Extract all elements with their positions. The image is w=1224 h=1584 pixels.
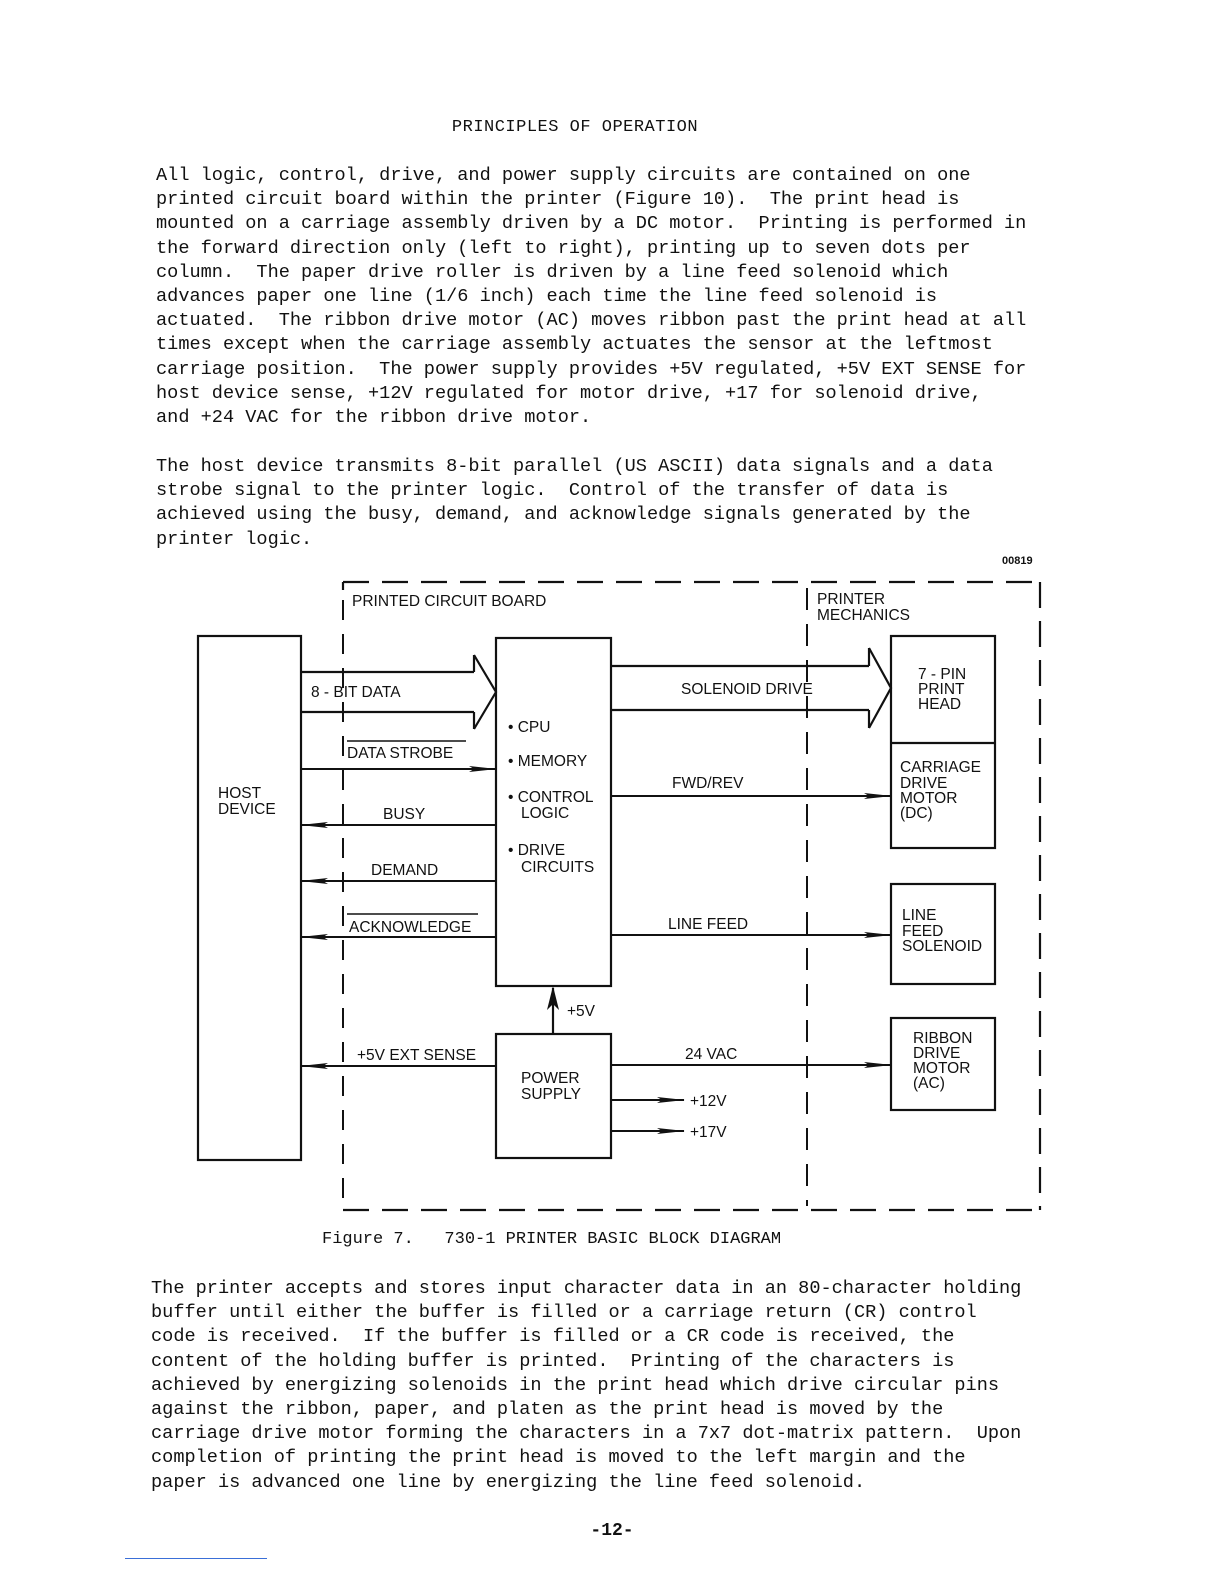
paragraph-line: code is received. If the buffer is filled or a CR code is received, the (151, 1326, 955, 1348)
pcb-label: PRINTED CIRCUIT BOARD (352, 593, 547, 610)
figure-id: 00819 (1002, 555, 1033, 567)
vac-label: 24 VAC (685, 1046, 738, 1063)
line-feed-label: LINE FEED (668, 916, 749, 933)
demand-label: DEMAND (371, 862, 439, 879)
logic-item-circuits: CIRCUITS (521, 859, 595, 876)
paragraph-line: against the ribbon, paper, and platen as the print head is moved by the (151, 1399, 944, 1421)
paragraph-line: column. The paper drive roller is driven by a line feed solenoid which (156, 261, 949, 283)
logic-item-cpu: • CPU (508, 719, 551, 736)
carriage-motor-line3: MOTOR (900, 790, 958, 807)
paragraph-line: paper is advanced one line by energizing the line feed solenoid. (151, 1471, 866, 1493)
paragraph-line: the forward direction only (left to right), printing up to seven dots per (156, 237, 971, 259)
paragraph-line: carriage position. The power supply provides +5V regulated, +5V EXT SENSE for (156, 358, 1027, 380)
power-supply-label-line1: POWER (521, 1070, 580, 1087)
paragraph-line: times except when the carriage assembly actuates the sensor at the leftmost (156, 334, 993, 356)
lf-solenoid-line3: SOLENOID (902, 938, 983, 955)
paragraph-line: strobe signal to the printer logic. Control of the transfer of data is (156, 480, 949, 502)
paragraph-line: completion of printing the print head is moved to the left margin and the (151, 1447, 966, 1469)
print-head-line2: PRINT (918, 681, 965, 698)
figure-caption: Figure 7. 730-1 PRINTER BASIC BLOCK DIAGRAM (322, 1230, 782, 1249)
power-supply-label-line2: SUPPLY (521, 1086, 582, 1103)
lf-solenoid-line2: FEED (902, 923, 944, 940)
host-label-line1: HOST (218, 785, 262, 802)
print-head-line3: HEAD (918, 696, 962, 713)
paragraph-line: actuated. The ribbon drive motor (AC) moves ribbon past the print head at all (156, 310, 1027, 332)
paragraph-line: advances paper one line (1/6 inch) each time the line feed solenoid is (156, 286, 938, 308)
ribbon-motor-line4: (AC) (913, 1075, 945, 1092)
paragraph-line: achieved using the busy, demand, and acknowledge signals generated by the (156, 504, 971, 526)
ext-sense-label: +5V EXT SENSE (357, 1047, 477, 1064)
page-number: -12- (590, 1521, 634, 1541)
carriage-motor-line1: CARRIAGE (900, 759, 981, 776)
mechanics-label-line2: MECHANICS (817, 607, 911, 624)
print-head-line1: 7 - PIN (918, 666, 967, 683)
v17-label: +17V (690, 1124, 727, 1141)
mechanics-label-line1: PRINTER (817, 591, 886, 608)
fwd-rev-label: FWD/REV (672, 775, 744, 792)
page-heading: PRINCIPLES OF OPERATION (451, 118, 699, 137)
host-label-line2: DEVICE (218, 801, 276, 818)
paragraph-line: mounted on a carriage assembly driven by a DC motor. Printing is performed in (156, 213, 1027, 235)
paragraph-line: All logic, control, drive, and power supply circuits are contained on one (156, 165, 971, 186)
paragraph-line: buffer until either the buffer is filled or a carriage return (CR) control (151, 1302, 977, 1324)
plus5v-label: +5V (567, 1003, 596, 1020)
paragraph-line: content of the holding buffer is printed. Printing of the characters is (151, 1350, 955, 1372)
paragraph-line: achieved by energizing solenoids in the print head which drive circular pins (151, 1374, 1000, 1396)
logic-item-control: • CONTROL (508, 789, 594, 806)
paragraph-line: and +24 VAC for the ribbon drive motor. (156, 407, 592, 429)
lf-solenoid-line1: LINE (902, 907, 937, 924)
ribbon-motor-line3: MOTOR (913, 1060, 971, 1077)
footnote-rule (125, 1558, 267, 1559)
paragraph-line: printed circuit board within the printer (Figure 10). The print head is (156, 189, 960, 211)
logic-item-memory: • MEMORY (508, 753, 588, 770)
v12-label: +12V (690, 1093, 727, 1110)
paragraph-line: The host device transmits 8-bit parallel (US ASCII) data signals and a data (156, 456, 993, 477)
carriage-motor-line4: (DC) (900, 805, 933, 822)
logic-item-logic: LOGIC (521, 805, 570, 822)
strobe-label: DATA STROBE (347, 745, 454, 762)
data-bus-label: 8 - BIT DATA (311, 684, 401, 701)
paragraph-line: host device sense, +12V regulated for motor drive, +17 for solenoid drive, (156, 382, 982, 404)
logic-item-drive: • DRIVE (508, 842, 566, 859)
ribbon-motor-line2: DRIVE (913, 1045, 961, 1062)
acknowledge-label: ACKNOWLEDGE (349, 919, 472, 936)
host-device-block (198, 636, 301, 1160)
paragraph-line: printer logic. (156, 528, 313, 550)
busy-label: BUSY (383, 806, 426, 823)
carriage-motor-line2: DRIVE (900, 775, 948, 792)
paragraph-line: The printer accepts and stores input character data in an 80-character holding (151, 1278, 1022, 1299)
solenoid-drive-label: SOLENOID DRIVE (681, 681, 813, 698)
paragraph-line: carriage drive motor forming the characters in a 7x7 dot-matrix pattern. Upon (151, 1423, 1022, 1445)
ribbon-motor-line1: RIBBON (913, 1030, 973, 1047)
